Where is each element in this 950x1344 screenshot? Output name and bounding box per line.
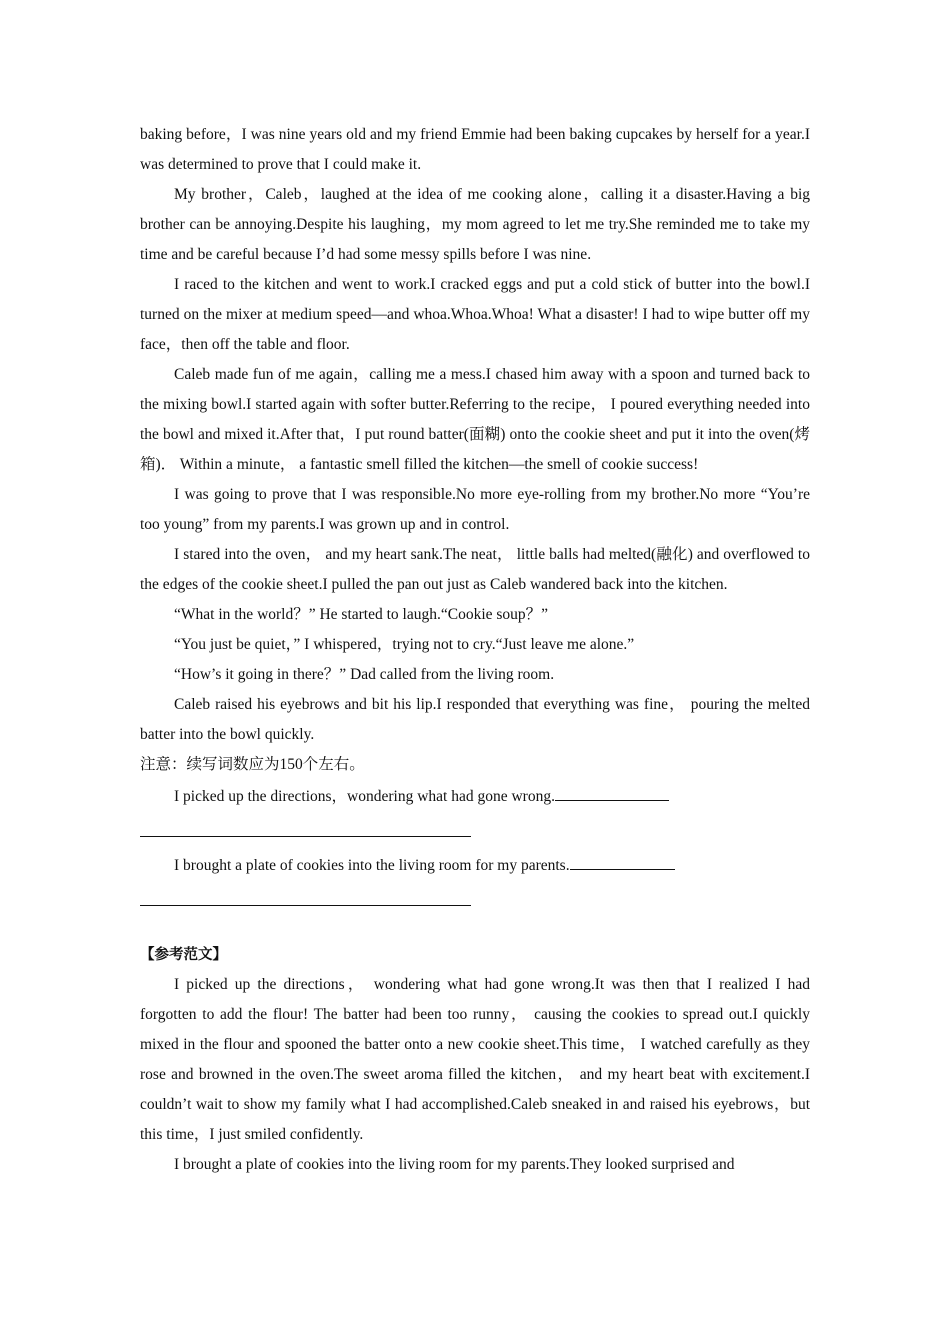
answer-blank[interactable]: [570, 851, 675, 870]
reference-heading: 【参考范文】: [140, 947, 227, 963]
story-paragraph: I was going to prove that I was responsible.No more eye-rolling from my brother.No more “You’re too young” from my parents.I was grown up and in control.: [140, 486, 810, 533]
story-paragraph: baking before，I was nine years old and my friend Emmie had been baking cupcakes by herself for a year.I was determined to prove that I could make it.: [140, 126, 810, 173]
reference-paragraph: I picked up the directions， wondering what had gone wrong.It was then that I realized I had forgotten to add the flour! The batter had been too runny， causing the cookies to spread out.I quickly mixed in the flour and spooned the batter onto a new cookie sheet.This time， I watched carefully as they rose and browned in the oven.The sweet aroma filled the kitchen， and my heart beat with excitement.I couldn’t wait to show my family what I had accomplished.Caleb sneaked in and raised his eyebrows，but this time，I just smiled confidently.: [140, 976, 810, 1143]
story-paragraph: “You just be quiet，” I whispered，trying not to cry.“Just leave me alone.”: [174, 636, 635, 653]
story-paragraph: Caleb raised his eyebrows and bit his lip.I responded that everything was fine， pouring the melted batter into the bowl quickly.: [140, 696, 810, 743]
story-paragraph: Caleb made fun of me again，calling me a mess.I chased him away with a spoon and turned back to the mixing bowl.I started again with softer butter.Referring to the recipe， I poured everything needed into the bowl and mixed it.After that，I put round batter(面糊) onto the cookie sheet and put it into the oven(烤箱)． Within a minute， a fantastic smell filled the kitchen—the smell of cookie success!: [140, 366, 810, 473]
story-paragraph: “How’s it going in there？” Dad called from the living room.: [174, 666, 555, 683]
answer-line[interactable]: [140, 836, 471, 837]
answer-blank[interactable]: [555, 782, 669, 801]
story-paragraph: “What in the world？” He started to laugh.“Cookie soup？”: [174, 606, 549, 623]
continuation-prompt-1: [140, 782, 810, 812]
continuation-prompt-2: [140, 851, 810, 881]
story-paragraph: I raced to the kitchen and went to work.I cracked eggs and put a cold stick of butter into the bowl.I turned on the mixer at medium speed—and whoa.Whoa.Whoa! What a disaster! I had to wipe butter off my face，then off the table and floor.: [140, 276, 810, 353]
prompt-text: I picked up the directions，wondering what had gone wrong.: [174, 788, 555, 805]
document-body: [140, 120, 810, 1180]
story-paragraph: My brother，Caleb，laughed at the idea of me cooking alone，calling it a disaster.Having a big brother can be annoying.Despite his laughing，my mom agreed to let me try.She reminded me to take my time and be careful because I’d had some messy spills before I was nine.: [140, 186, 810, 263]
prompt-text: I brought a plate of cookies into the living room for my parents.: [174, 857, 570, 874]
reference-paragraph: I brought a plate of cookies into the living room for my parents.They looked surprised and: [174, 1156, 735, 1173]
word-count-note: 注意：续写词数应为150个左右。: [140, 756, 365, 773]
story-paragraph: I stared into the oven， and my heart sank.The neat， little balls had melted(融化) and overflowed to the edges of the cookie sheet.I pulled the pan out just as Caleb wandered back into the kitchen.: [140, 546, 810, 593]
answer-line[interactable]: [140, 905, 471, 906]
